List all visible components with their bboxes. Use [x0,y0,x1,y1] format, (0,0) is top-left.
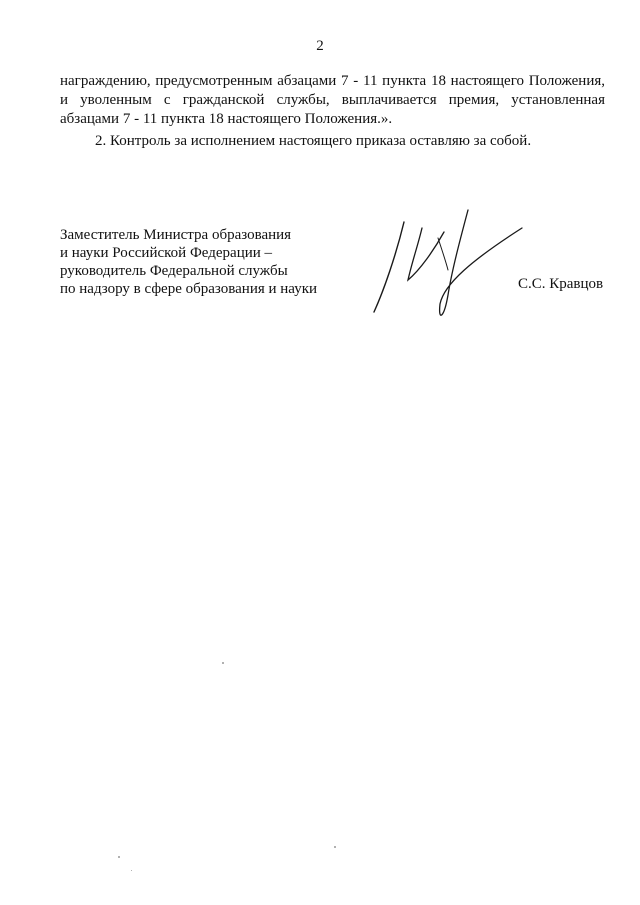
paragraph-continuation [60,72,605,129]
paragraph-line: и уволенным с гражданской службы, выплачивается премия, установленная [60,92,605,108]
signatory-position [60,226,317,298]
position-line: по надзору в сфере образования и науки [60,281,318,297]
paragraph-item-2: 2. Контроль за исполнением настоящего приказа оставляю за собой. [95,133,532,149]
position-line: Заместитель Министра образования [60,227,292,243]
position-line: и науки Российской Федерации – [60,245,273,261]
scan-speck [334,846,336,848]
body-text [60,72,605,151]
signatory-name: С.С. Кравцов [518,276,604,292]
page-number: 2 [316,38,324,54]
paragraph-line: награждению, предусмотренным абзацами 7 - 11 пункта 18 настоящего Положения, [60,73,605,89]
scan-speck [118,856,120,858]
scan-speck [131,870,132,871]
paragraph-line: абзацами 7 - 11 пункта 18 настоящего Положения.». [60,111,393,127]
position-line: руководитель Федеральной службы [60,263,288,279]
handwritten-signature [360,200,540,330]
scan-speck [222,662,224,664]
